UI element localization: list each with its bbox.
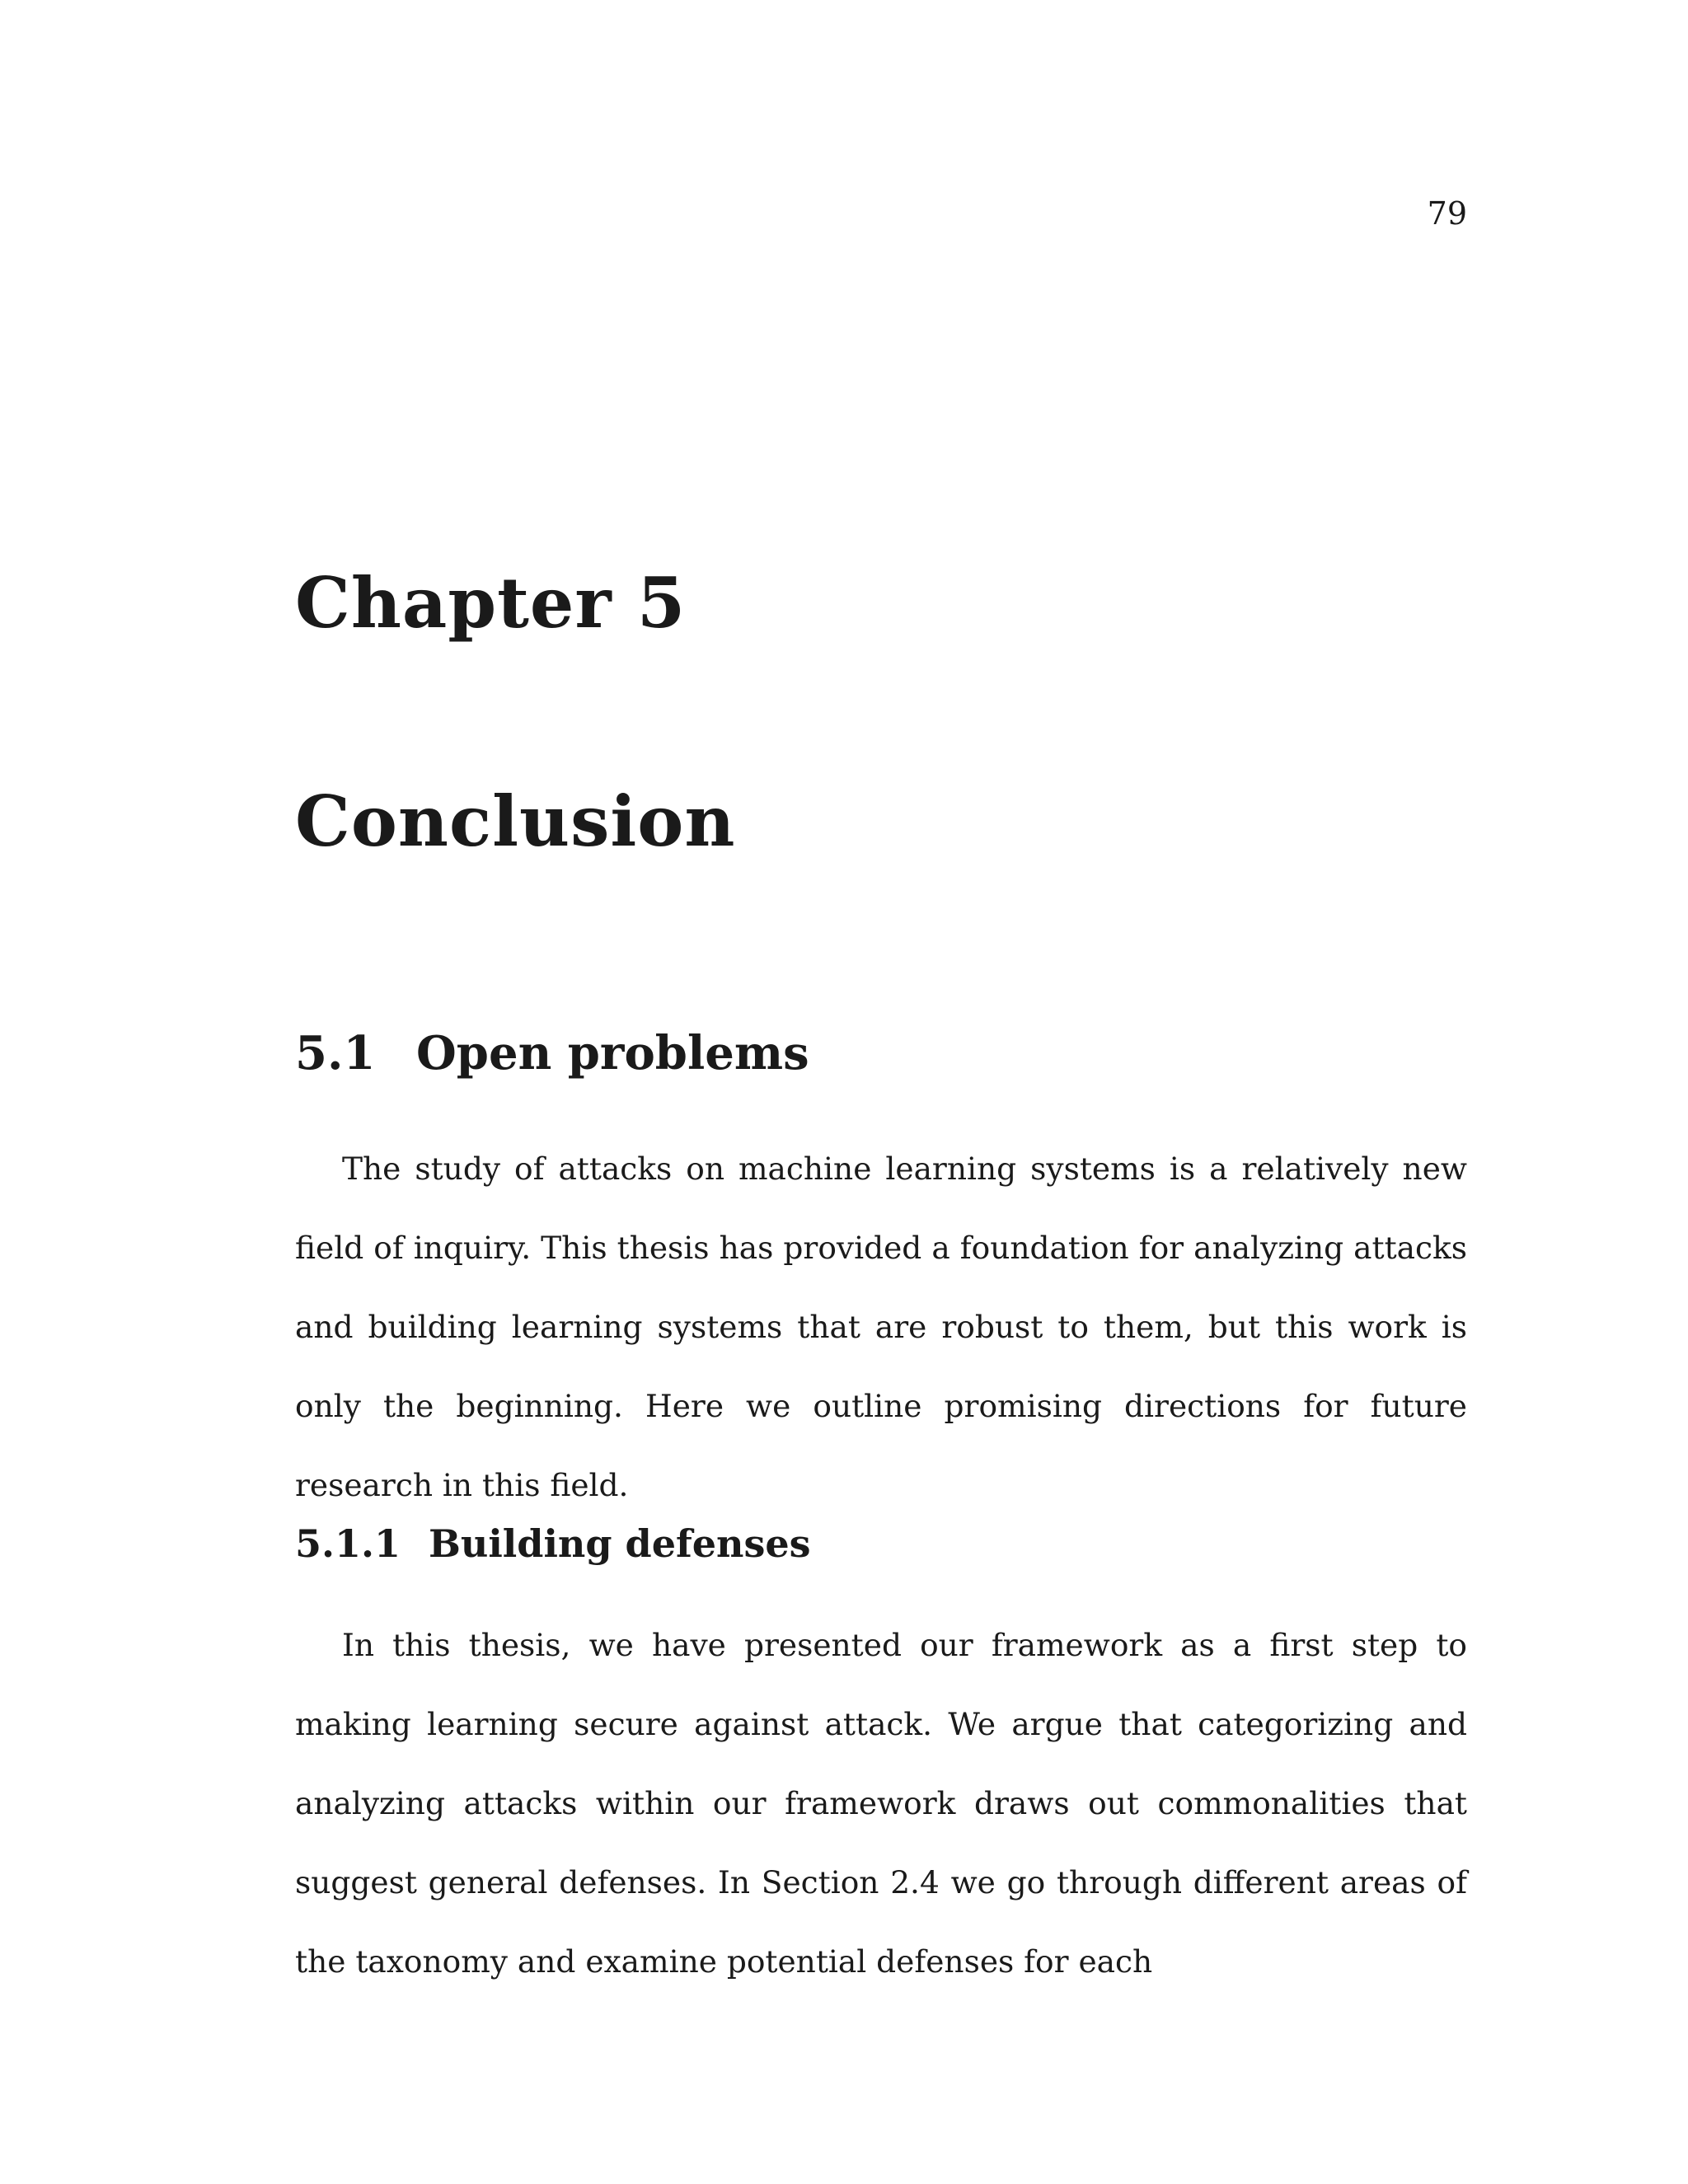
section-title: Open problems <box>416 1026 809 1080</box>
subsection-paragraph: In this thesis, we have presented our framework as a first step to making learning secure against attack. We argue that categorizing and analyzing attacks within our framework draws out commonalities that suggest general defenses. In Section 2.4 we go through different areas of the taxonomy and examine potential defenses for each <box>295 1627 1467 1980</box>
subsection-title: Building defenses <box>429 1521 811 1566</box>
section-heading <box>295 1026 809 1080</box>
section-number: 5.1 <box>295 1026 376 1080</box>
section-paragraph: The study of attacks on machine learning systems is a relatively new field of inquiry. This thesis has provided a foundation for analyzing attacks and building learning systems that are robust to them, but this work is only the beginning. Here we outline promising directions for future research in this field. <box>295 1151 1467 1503</box>
chapter-title: Conclusion <box>295 780 736 862</box>
subsection-heading <box>295 1521 811 1566</box>
page-number: 79 <box>1427 195 1467 232</box>
subsection-number: 5.1.1 <box>295 1521 401 1566</box>
chapter-label: Chapter 5 <box>295 562 687 644</box>
